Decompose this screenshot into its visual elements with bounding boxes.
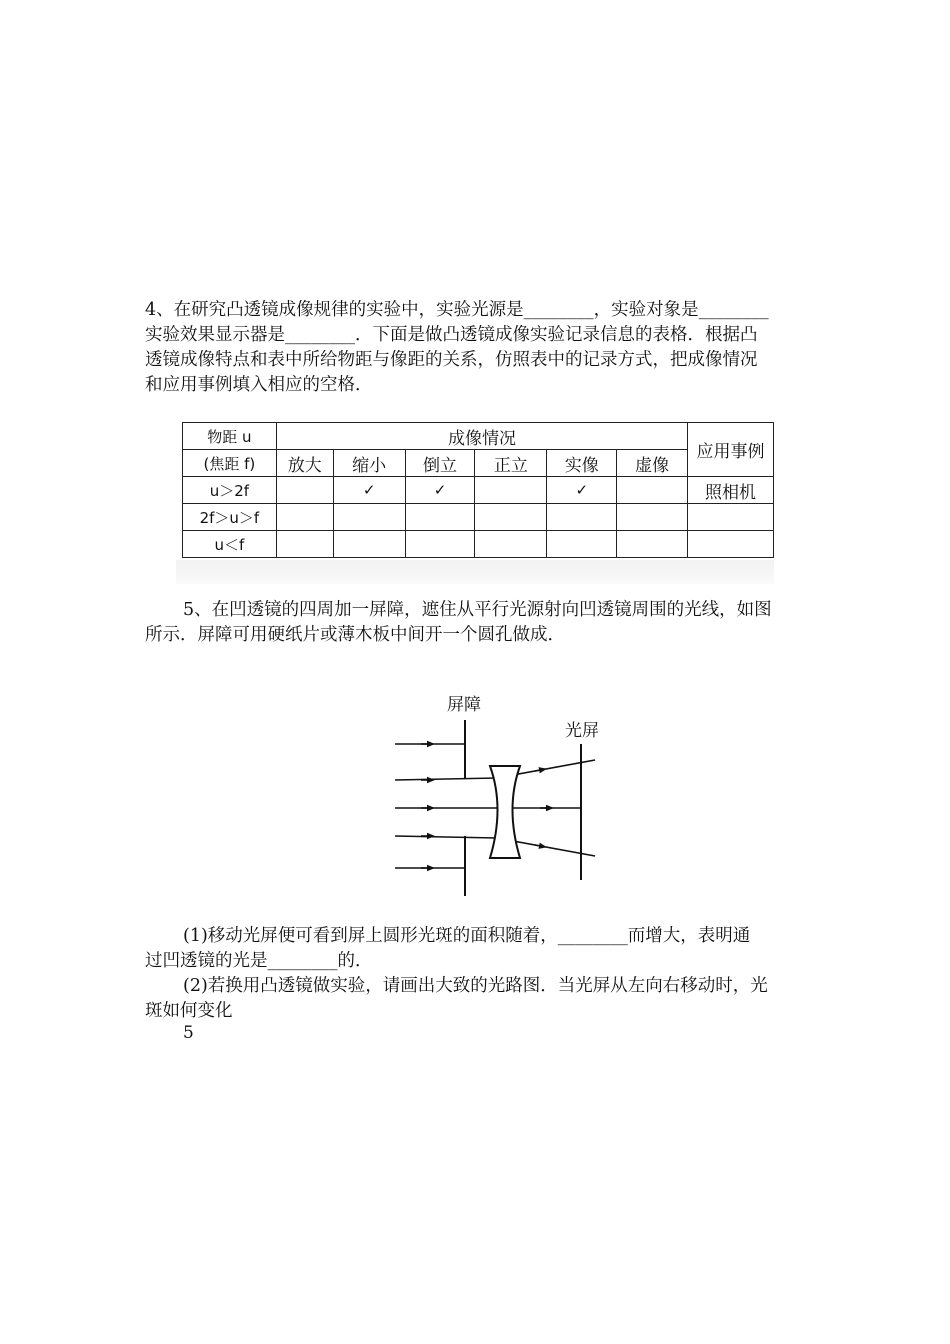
row-label: u＜f [183,531,277,558]
application-cell [688,504,774,531]
table-cell [617,477,688,504]
table-cell [276,531,333,558]
header-focal-length: (焦距 f) [183,450,277,477]
barrier-label: 屏障 [447,695,481,715]
table-row [183,477,774,504]
table-cell [547,504,617,531]
check-mark: ✓ [405,477,475,504]
table-row [183,504,774,531]
ray-arrow [535,845,543,847]
concave-lens-figure [385,690,615,900]
header-object-distance: 物距 u [183,423,277,450]
table-cell [333,504,405,531]
q4-line-3: 透镜成像特点和表中所给物距与像距的关系，仿照表中的记录方式，把成像情况 [145,350,758,370]
page-number: 5 [183,1023,194,1043]
table-cell [276,504,333,531]
table-row [183,531,774,558]
row-label: 2f＞u＞f [183,504,277,531]
table-cell [333,531,405,558]
ray-arrow [535,770,543,772]
check-mark: ✓ [333,477,405,504]
record-table [182,422,774,558]
application-cell [688,531,774,558]
subheader-magnified: 放大 [276,450,333,477]
table-cell [475,531,547,558]
question-5 [145,598,810,648]
concave-lens [490,766,520,858]
q5-line-2: 所示．屏障可用硬纸片或薄木板中间开一个圆孔做成． [145,625,565,645]
question-5-subparts [145,924,810,1024]
screen-label: 光屏 [565,721,599,741]
subheader-virtual: 虚像 [617,450,688,477]
table-shadow [176,560,774,584]
q5-sub-line-4: 斑如何变化 [145,1001,233,1021]
table-cell [405,504,475,531]
table-cell [617,504,688,531]
q5-sub-line-3: (2)若换用凸透镜做实验，请画出大致的光路图．当光屏从左向右移动时，光 [183,976,768,996]
question-4 [145,298,810,398]
record-table-wrapper [182,422,774,558]
q5-line-1: 5、在凹透镜的四周加一屏障，遮住从平行光源射向凹透镜周围的光线，如图 [183,600,772,620]
table-cell [617,531,688,558]
header-imaging: 成像情况 [276,423,687,450]
q4-line-4: 和应用事例填入相应的空格． [145,375,373,395]
q4-line-2: 实验效果显示器是________．下面是做凸透镜成像实验记录信息的表格．根据凸 [145,325,758,345]
check-mark: ✓ [547,477,617,504]
subheader-reduced: 缩小 [333,450,405,477]
table-cell [405,531,475,558]
table-cell [475,477,547,504]
q5-sub-line-2: 过凹透镜的光是________的． [145,951,373,971]
table-cell [547,531,617,558]
q5-sub-line-1: (1)移动光屏便可看到屏上圆形光斑的面积随着，________而增大，表明通 [183,926,751,946]
table-cell [475,504,547,531]
subheader-inverted: 倒立 [405,450,475,477]
subheader-upright: 正立 [475,450,547,477]
header-application: 应用事例 [688,423,774,477]
q4-line-1: 4、在研究凸透镜成像规律的实验中，实验光源是________，实验对象是________ [145,300,769,320]
row-label: u＞2f [183,477,277,504]
table-cell [276,477,333,504]
subheader-real: 实像 [547,450,617,477]
application-cell: 照相机 [688,477,774,504]
